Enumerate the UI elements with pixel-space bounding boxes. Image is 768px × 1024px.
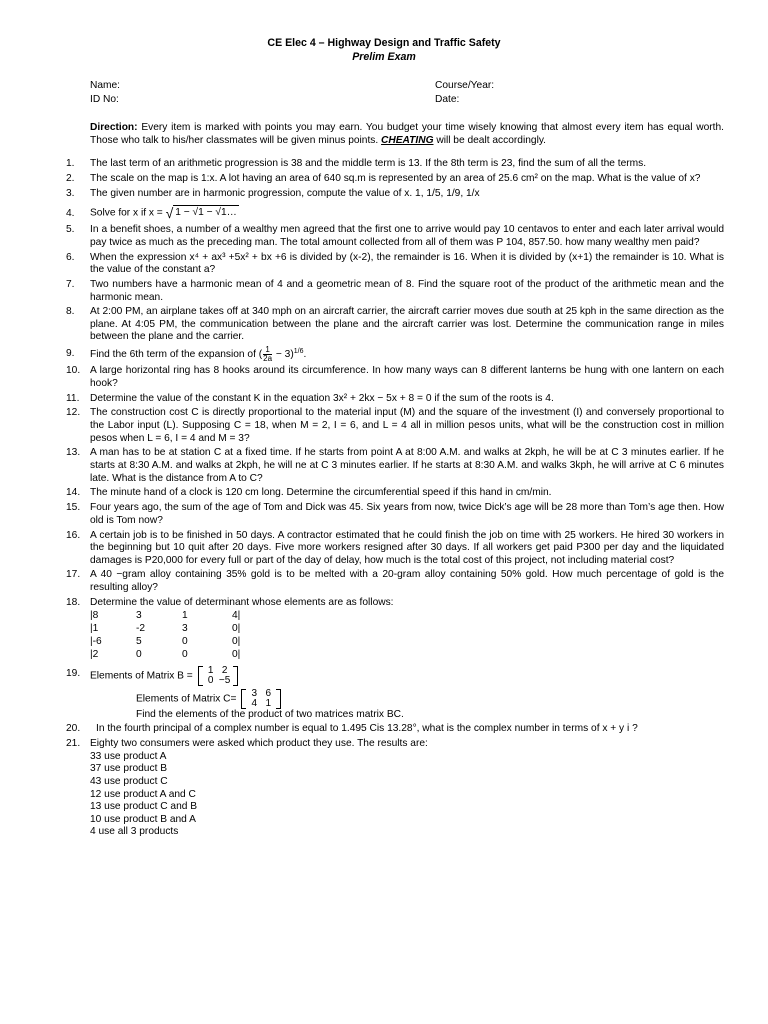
- question-number: 5.: [66, 224, 75, 236]
- question-text: Find the 6th term of the expansion of (: [90, 349, 263, 361]
- determinant-row: [90, 622, 272, 635]
- question-8: [0, 306, 724, 344]
- name-label: Name:: [90, 80, 121, 91]
- matrix-c-cell: 1: [265, 697, 272, 709]
- exponent: 1/6: [293, 348, 304, 356]
- survey-results-list: [90, 751, 724, 839]
- question-1: [0, 158, 724, 171]
- question-6: [0, 252, 724, 277]
- determinant-cell: 0: [136, 648, 142, 660]
- question-13: [0, 447, 724, 485]
- question-2: [0, 173, 724, 186]
- determinant-cell: 0|: [232, 648, 241, 660]
- matrix-b-cell: 1: [207, 664, 214, 676]
- question-21: [0, 738, 724, 839]
- determinant-cell: 0|: [232, 622, 241, 634]
- question-number: 15.: [66, 502, 81, 514]
- question-text: A 40 −gram alloy containing 35% gold is to be melted with a 20-gram alloy containing 50% gold. How much percentage of gold is the resulting alloy?: [90, 569, 724, 594]
- question-text: In a benefit shoes, a number of a wealthy men agreed that the first one to arrive would pay 10 centavos to enter and each later arrival would pay twice as much as the preceding man. The total amount collected from all of them was P 104, 857.50. how many wealthy men paid?: [90, 224, 724, 248]
- question-12: [0, 407, 724, 445]
- question-text: In the fourth principal of a complex number is equal to 1.495 Cis 13.28°, what is the complex number in terms of x + y i ?: [96, 723, 638, 735]
- question-number: 21.: [66, 738, 81, 750]
- question-text: The scale on the map is 1:x. A lot having an area of 640 sq.m is represented by an area of 25.6 cm² on the map. What is the value of x?: [90, 172, 701, 184]
- question-end: .: [303, 349, 307, 361]
- matrix-c-cell: 3: [251, 687, 258, 699]
- right-bracket-icon: [276, 689, 281, 709]
- question-text: Determine the value of determinant whose elements are as follows:: [90, 596, 394, 608]
- determinant-cell: -2: [136, 622, 146, 634]
- matrix-c-cell: 6: [265, 687, 272, 699]
- direction-tail: will be dealt accordingly.: [433, 134, 546, 146]
- matrix-b-line: [90, 664, 724, 686]
- determinant-cell: |-6: [90, 635, 102, 647]
- matrix-c-cell: 4: [251, 697, 258, 709]
- question-number: 10.: [66, 365, 81, 377]
- determinant-cell: 3: [182, 622, 188, 634]
- radical-sign-icon: √: [165, 205, 174, 222]
- determinant-row: [90, 635, 272, 648]
- course-year-label: Course/Year:: [435, 80, 495, 91]
- question-19: [0, 664, 724, 722]
- question-number: 11.: [66, 392, 80, 404]
- question-11: [0, 393, 724, 406]
- question-text: The given number are in harmonic progression, compute the value of x. 1, 1/5, 1/9, 1/x: [90, 187, 480, 199]
- exam-subtitle: Prelim Exam: [352, 51, 416, 63]
- right-bracket-icon: [233, 666, 238, 686]
- survey-result-line: 43 use product C: [90, 775, 168, 787]
- question-number: 1.: [66, 158, 75, 169]
- matrix-c-label: Elements of Matrix C=: [136, 693, 240, 705]
- determinant-row: [90, 609, 272, 622]
- matrix-b-cell: 2: [221, 664, 228, 676]
- question-text: Eighty two consumers were asked which product they use. The results are:: [90, 738, 428, 750]
- matrix-find-line: Find the elements of the product of two matrices matrix BC.: [136, 708, 404, 720]
- question-text: A certain job is to be finished in 50 days. A contractor estimated that he could finish the job on time with 25 workers. He hired 30 workers in the beginning but 10 quit after 20 days. Five more workers resigned after 30 days. If all workers get paid P300 per day and the liquidated damages is P20,000 for every full or part of the day of delay, how much is the total cost of this project, not including material cost?: [90, 529, 724, 566]
- determinant-cell: |1: [90, 622, 99, 634]
- question-16: [0, 530, 724, 568]
- question-10: [0, 365, 724, 390]
- question-number: 16.: [66, 529, 81, 541]
- question-number: 8.: [66, 306, 75, 318]
- question-number: 20.: [66, 723, 81, 735]
- question-number: 4.: [66, 208, 75, 220]
- question-7: [0, 279, 724, 304]
- survey-result-line: 13 use product C and B: [90, 801, 198, 813]
- matrix-b-label: Elements of Matrix B =: [90, 670, 196, 682]
- direction-label: Direction:: [90, 122, 138, 133]
- question-3: [0, 188, 724, 201]
- question-14: [0, 487, 724, 500]
- direction-paragraph: [90, 122, 724, 147]
- determinant-cell: 3: [136, 609, 142, 621]
- question-text: Four years ago, the sum of the age of Tom and Dick was 45. Six years from now, twice Dick’s age will be 28 more than Tom’s age then. How old is Tom now?: [90, 502, 724, 526]
- question-text: Solve for x if x =: [90, 207, 166, 219]
- matrix-c: [241, 689, 281, 709]
- id-label: ID No:: [90, 94, 119, 105]
- question-number: 17.: [66, 569, 81, 581]
- radical-expression: [166, 205, 239, 221]
- expansion-tail: − 3): [273, 349, 294, 361]
- question-text: Two numbers have a harmonic mean of 4 and a geometric mean of 8. Find the square root of the product of the arithmetic mean and the harmonic mean.: [90, 278, 724, 303]
- question-4: [0, 205, 724, 221]
- question-18: [0, 597, 724, 662]
- question-17: [0, 569, 724, 594]
- direction-text: Every item is marked with points you may earn. You budget your time wisely knowing that almost every item has equal worth. Those who talk to his/her classmates will be given minus points.: [90, 122, 724, 146]
- fraction-denominator: 2a: [263, 354, 273, 364]
- determinant-cell: |2: [90, 648, 99, 660]
- question-15: [0, 502, 724, 527]
- determinant-cell: 0|: [232, 635, 241, 647]
- survey-result-line: 12 use product A and C: [90, 788, 196, 800]
- determinant-cell: 5: [136, 635, 142, 647]
- question-text: The last term of an arithmetic progression is 38 and the middle term is 13. If the 8th term is 23, find the sum of all the terms.: [90, 158, 647, 169]
- question-list: [0, 158, 768, 841]
- question-text: The construction cost C is directly proportional to the material input (M) and the square of the investment (I) and conversely proportional to the Labor input (L). Supposing C = 18, when M = 2, I = 6, and L = 4 all in million pesos units, what will be the construction cost in million pesos when L = 6, I = 4 and M = 3?: [90, 407, 724, 444]
- question-text: At 2:00 PM, an airplane takes off at 340 mph on an aircraft carrier, the aircraft carrier moves due south at 25 kph in the same direction as the plane. At 4:05 PM, the communication between the plane and the aircraft carrier was lost. Determine the communication range in miles between the plane and the carrier.: [90, 306, 724, 343]
- matrix-b: [198, 666, 238, 686]
- survey-result-line: 10 use product B and A: [90, 813, 196, 825]
- question-20: [0, 723, 724, 736]
- matrix-b-cell: 0: [207, 674, 214, 686]
- question-text: A large horizontal ring has 8 hooks around its circumference. In how many ways can 8 different lanterns be hung with one lantern on each hook?: [90, 365, 724, 389]
- question-number: 3.: [66, 187, 75, 199]
- question-9: [0, 346, 724, 363]
- determinant-cell: |8: [90, 609, 99, 621]
- question-number: 2.: [66, 172, 75, 184]
- question-text: A man has to be at station C at a fixed time. If he starts from point A at 8:00 A.M. and walks at 2kph, he will be at C 3 minutes earlier. If he starts at 8:30 A.M. and walks at 2kph, he will ne at C 3 minutes earlier. If he starts at 8:30 A.M. and walks 3kph, he will arrive at C 6 minutes late. What is the distance from A to C?: [90, 447, 724, 484]
- fraction: [263, 346, 272, 363]
- date-label: Date:: [435, 94, 460, 105]
- question-number: 13.: [66, 447, 81, 459]
- question-number: 6.: [66, 251, 75, 263]
- determinant-table: [90, 609, 272, 661]
- question-text: When the expression x⁴ + ax³ +5x² + bx +6 is divided by (x-2), the remainder is 16. When it is divided by (x+1) the remainder is 10. What is the value of the constant a?: [90, 251, 724, 276]
- determinant-cell: 1: [182, 609, 188, 621]
- matrix-b-cell: −5: [218, 674, 231, 686]
- question-text: Determine the value of the constant K in the equation 3x² + 2kx − 5x + 8 = 0 if the sum of the roots is 4.: [90, 392, 554, 404]
- question-number: 18.: [66, 596, 81, 608]
- determinant-cell: 0: [182, 648, 188, 660]
- question-number: 12.: [66, 407, 81, 419]
- question-5: [0, 224, 724, 249]
- cheating-word: CHEATING: [381, 134, 434, 146]
- survey-result-line: 37 use product B: [90, 763, 168, 775]
- question-text: The minute hand of a clock is 120 cm long. Determine the circumferential speed if this hand in cm/min.: [90, 487, 552, 499]
- survey-result-line: 33 use product A: [90, 750, 167, 762]
- question-number: 19.: [66, 667, 81, 679]
- radical-body: 1 − √1 − √1…: [173, 205, 239, 221]
- matrix-c-line: [90, 686, 724, 709]
- survey-result-line: 4 use all 3 products: [90, 826, 179, 838]
- determinant-cell: 4|: [232, 609, 241, 621]
- question-number: 14.: [66, 487, 81, 499]
- determinant-cell: 0: [182, 635, 188, 647]
- fraction-numerator: 1: [263, 346, 272, 355]
- question-number: 9.: [66, 348, 75, 360]
- exam-title: CE Elec 4 – Highway Design and Traffic Safety: [267, 37, 501, 49]
- determinant-row: [90, 648, 272, 661]
- question-number: 7.: [66, 278, 75, 290]
